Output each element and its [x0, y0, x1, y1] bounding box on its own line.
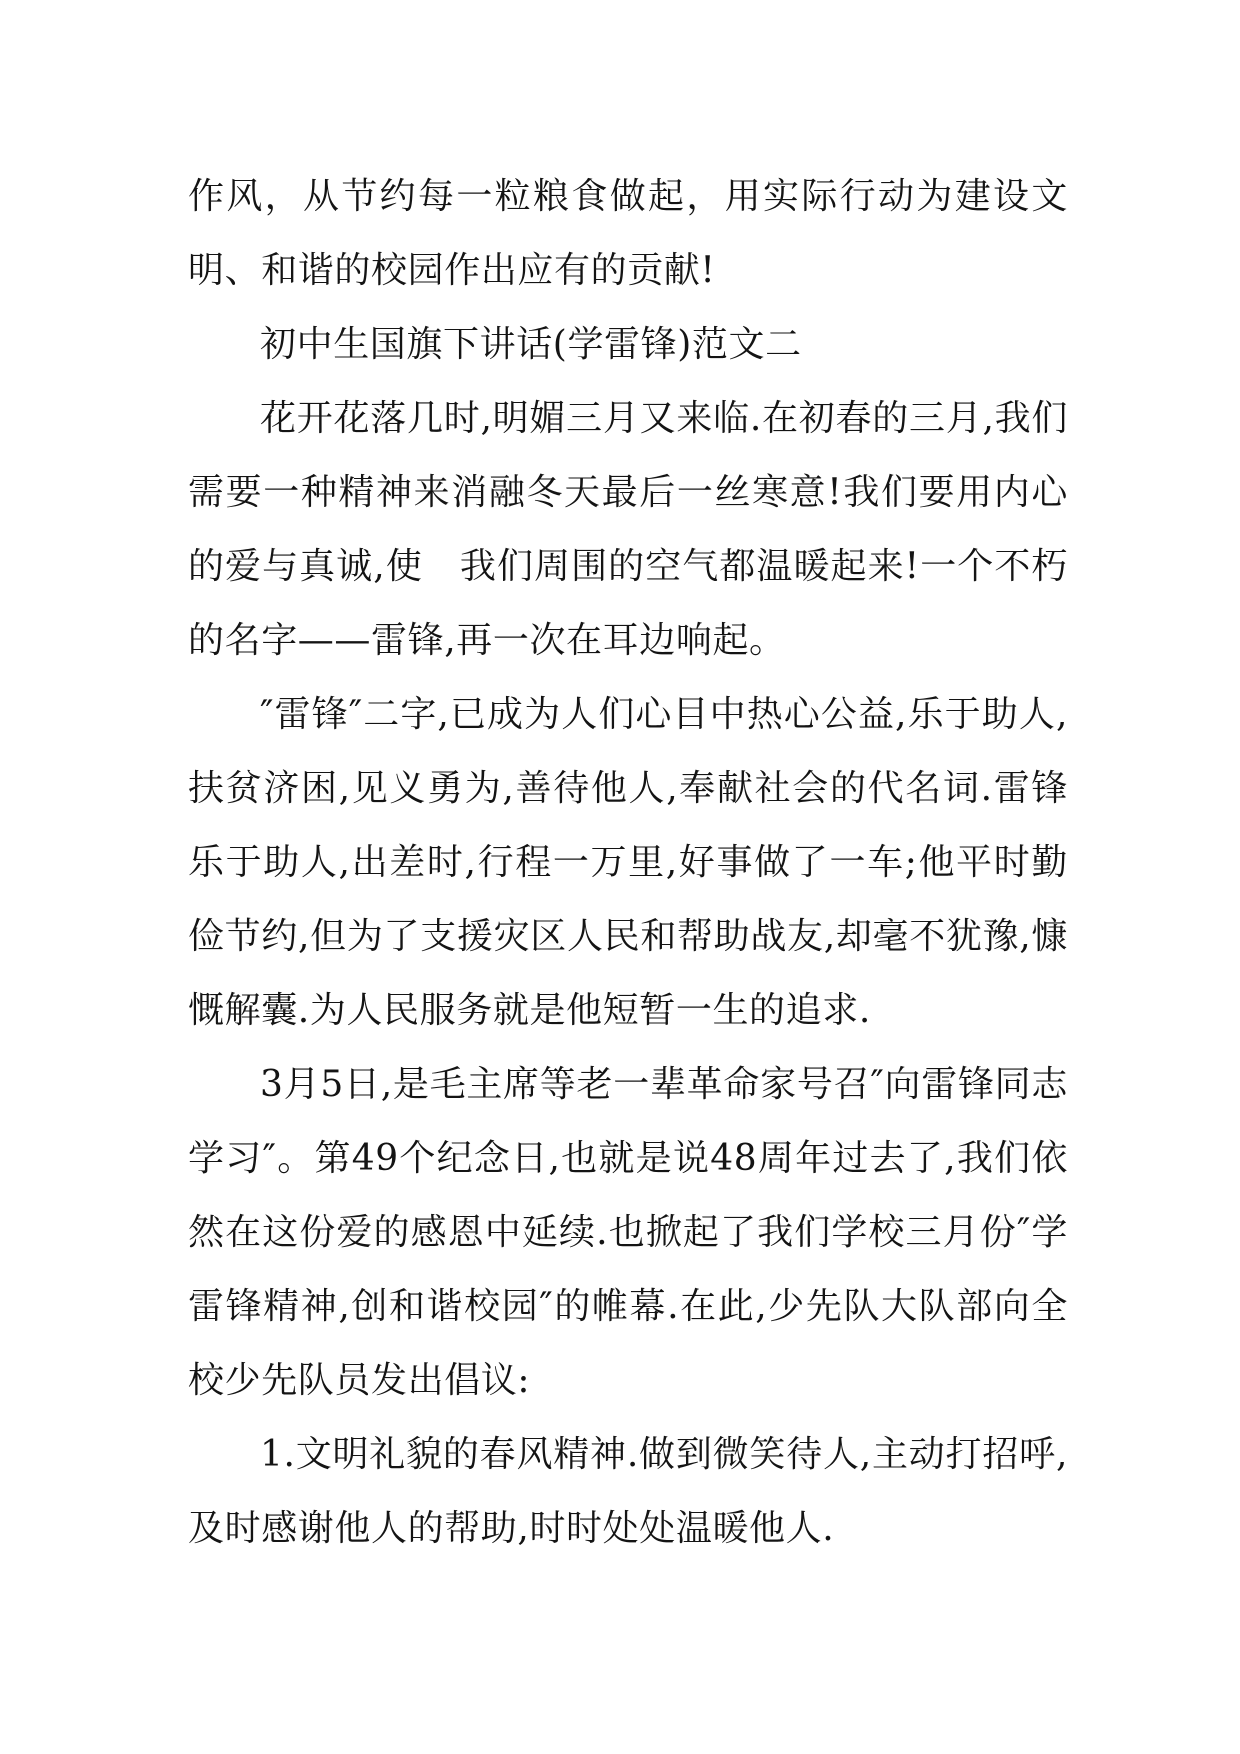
paragraph-continuation: 作风，从节约每一粒粮食做起，用实际行动为建设文明、和谐的校园作出应有的贡献! [188, 176, 1068, 291]
paragraph-proposal-1: 1.文明礼貌的春风精神.做到微笑待人,主动打招呼,及时感谢他人的帮助,时时处处温暖他人. [188, 1434, 1068, 1549]
document-body [188, 160, 1068, 1566]
paragraph-intro: 花开花落几时,明媚三月又来临.在初春的三月,我们需要一种精神来消融冬天最后一丝寒意!我们要用内心的爱与真诚,使 我们周围的空气都温暖起来!一个不朽的名字——雷锋,再一次在耳边响起。 [188, 398, 1068, 661]
section-heading: 初中生国旗下讲话(学雷锋)范文二 [260, 324, 802, 365]
paragraph-memorial-day: 3月5日,是毛主席等老一辈革命家号召″向雷锋同志学习″。第49个纪念日,也就是说48周年过去了,我们依然在这份爱的感恩中延续.也掀起了我们学校三月份″学雷锋精神,创和谐校园″的帷幕.在此,少先队大队部向全校少先队员发出倡议: [188, 1064, 1068, 1401]
paragraph-leifeng-meaning: ″雷锋″二字,已成为人们心目中热心公益,乐于助人,扶贫济困,见义勇为,善待他人,奉献社会的代名词.雷锋乐于助人,出差时,行程一万里,好事做了一车;他平时勤俭节约,但为了支援灾区人民和帮助战友,却毫不犹豫,慷慨解囊.为人民服务就是他短暂一生的追求. [188, 694, 1068, 1031]
